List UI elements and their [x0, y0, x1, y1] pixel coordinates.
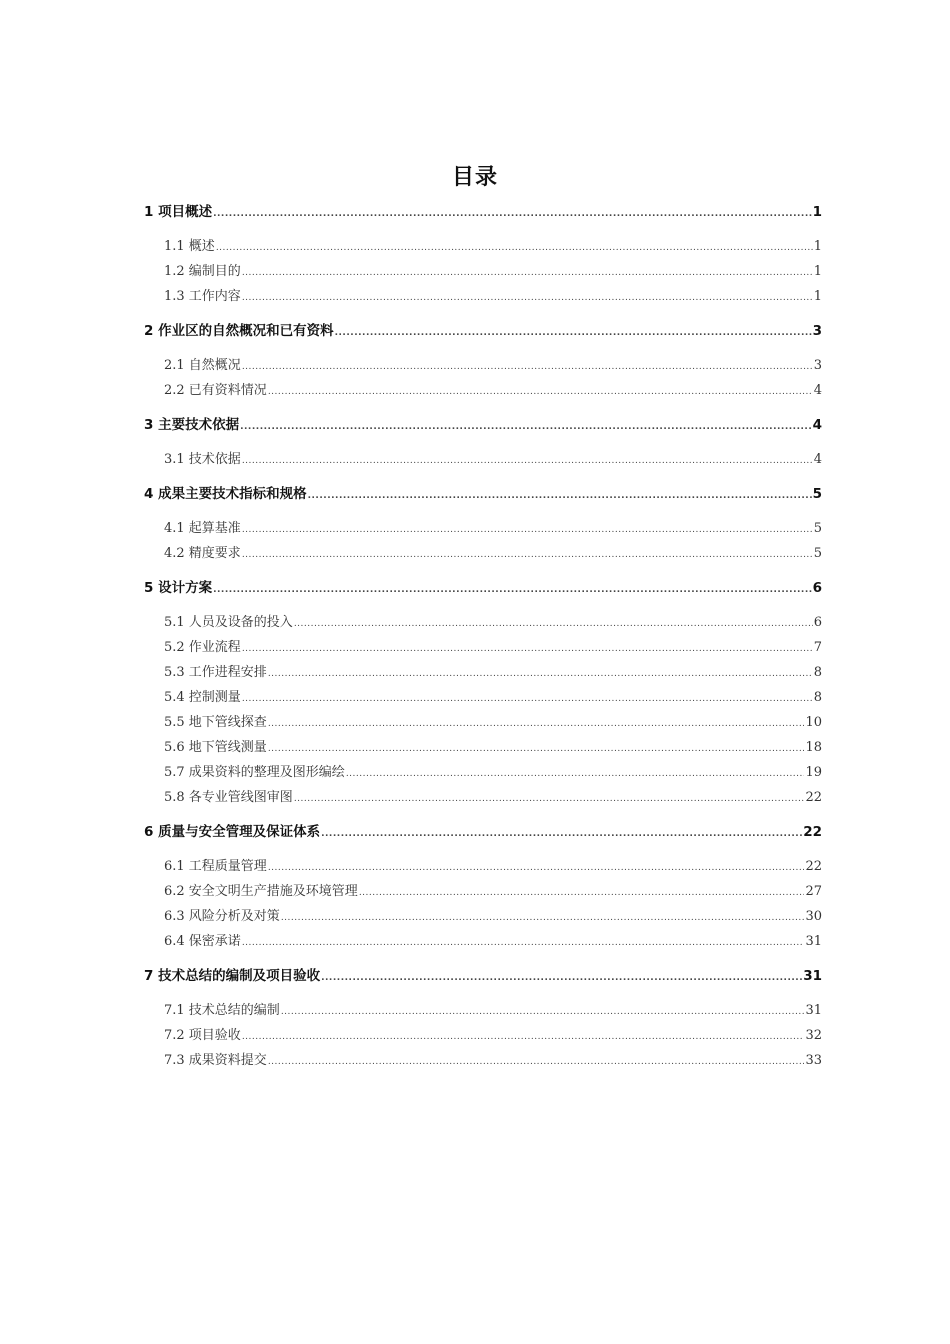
toc-entry-label: 5.2 作业流程	[164, 640, 241, 655]
toc-entry-label: 5.8 各专业管线图审图	[164, 790, 293, 805]
toc-entry-label: 4 成果主要技术指标和规格	[144, 486, 307, 502]
toc-dot-leader	[242, 286, 813, 311]
toc-section-entry[interactable]	[144, 685, 822, 710]
toc-entry-label: 7.3 成果资料提交	[164, 1053, 267, 1068]
toc-section-entry[interactable]	[144, 378, 822, 403]
toc-page-number: 5	[812, 486, 822, 502]
toc-entry-label: 1.3 工作内容	[164, 289, 241, 304]
toc-dot-leader	[268, 380, 813, 405]
toc-dot-leader	[268, 662, 813, 687]
toc-section-entry[interactable]	[144, 284, 822, 309]
toc-page-number: 3	[813, 358, 822, 373]
toc-entry-label: 6.1 工程质量管理	[164, 859, 267, 874]
toc-entry-label: 2 作业区的自然概况和已有资料	[144, 323, 334, 339]
toc-section-entry[interactable]	[144, 735, 822, 760]
toc-section-entry[interactable]	[144, 1048, 822, 1073]
toc-page-number: 22	[805, 859, 822, 874]
toc-dot-leader	[242, 355, 813, 380]
toc-entry-label: 6.2 安全文明生产措施及环境管理	[164, 884, 358, 899]
toc-entry-label: 1.2 编制目的	[164, 264, 241, 279]
toc-dot-leader	[240, 415, 812, 439]
toc-entry-label: 1.1 概述	[164, 239, 215, 254]
toc-dot-leader	[294, 612, 813, 637]
toc-page-number: 19	[805, 765, 822, 780]
toc-page-number: 6	[812, 580, 822, 596]
toc-entry-label: 6.4 保密承诺	[164, 934, 241, 949]
toc-page-number: 1	[813, 239, 822, 254]
toc-dot-leader	[308, 484, 812, 508]
toc-page-number: 7	[813, 640, 822, 655]
toc-entry-label: 7 技术总结的编制及项目验收	[144, 968, 321, 984]
toc-page-number: 6	[813, 615, 822, 630]
toc-dot-leader	[321, 822, 802, 846]
toc-entry-label: 7.1 技术总结的编制	[164, 1003, 280, 1018]
toc-dot-leader	[281, 1000, 805, 1025]
toc-page-number: 8	[813, 690, 822, 705]
toc-dot-leader	[242, 637, 813, 662]
toc-section-entry[interactable]	[144, 854, 822, 879]
toc-entry-label: 5.6 地下管线测量	[164, 740, 267, 755]
toc-dot-leader	[335, 321, 812, 345]
toc-page-number: 22	[803, 824, 822, 840]
toc-page-number: 4	[813, 383, 822, 398]
toc-dot-leader	[359, 881, 805, 906]
toc-dot-leader	[242, 543, 813, 568]
toc-entry-label: 5.7 成果资料的整理及图形编绘	[164, 765, 345, 780]
toc-page-number: 1	[812, 204, 822, 220]
toc-section-entry[interactable]	[144, 610, 822, 635]
page-title: 目录	[451, 165, 498, 190]
toc-entry-label: 2.1 自然概况	[164, 358, 241, 373]
toc-entry-label: 3 主要技术依据	[144, 417, 240, 433]
toc-dot-leader	[294, 787, 805, 812]
toc-entry-label: 4.1 起算基准	[164, 521, 241, 536]
toc-dot-leader	[242, 449, 813, 474]
toc-entry-label: 2.2 已有资料情况	[164, 383, 267, 398]
toc-section-entry[interactable]	[144, 660, 822, 685]
toc-dot-leader	[268, 737, 805, 762]
toc-entry-label: 5.1 人员及设备的投入	[164, 615, 293, 630]
toc-entry-label: 4.2 精度要求	[164, 546, 241, 561]
toc-entry-label: 1 项目概述	[144, 204, 213, 220]
toc-page-number: 32	[805, 1028, 822, 1043]
toc-dot-leader	[242, 687, 813, 712]
toc-dot-leader	[213, 578, 812, 602]
toc-section-entry[interactable]	[144, 541, 822, 566]
toc-page-number: 30	[805, 909, 822, 924]
toc-section-entry[interactable]	[144, 929, 822, 954]
toc-page-number: 27	[805, 884, 822, 899]
toc-chapter-entry[interactable]	[144, 482, 822, 506]
toc-dot-leader	[268, 1050, 805, 1075]
toc-chapter-entry[interactable]	[144, 576, 822, 600]
toc-chapter-entry[interactable]	[144, 319, 822, 343]
toc-section-entry[interactable]	[144, 1023, 822, 1048]
toc-entry-label: 5.3 工作进程安排	[164, 665, 267, 680]
toc-section-entry[interactable]	[144, 353, 822, 378]
toc-section-entry[interactable]	[144, 635, 822, 660]
toc-section-entry[interactable]	[144, 710, 822, 735]
toc-section-entry[interactable]	[144, 259, 822, 284]
toc-entry-label: 3.1 技术依据	[164, 452, 241, 467]
toc-entry-label: 5.5 地下管线探查	[164, 715, 267, 730]
toc-dot-leader	[242, 518, 813, 543]
toc-dot-leader	[281, 906, 805, 931]
toc-page-number: 1	[813, 264, 822, 279]
toc-dot-leader	[242, 1025, 805, 1050]
toc-section-entry[interactable]	[144, 234, 822, 259]
toc-section-entry[interactable]	[144, 785, 822, 810]
toc-dot-leader	[321, 966, 802, 990]
toc-entry-label: 6 质量与安全管理及保证体系	[144, 824, 321, 840]
toc-dot-leader	[346, 762, 805, 787]
table-of-contents	[144, 200, 822, 1073]
toc-chapter-entry[interactable]	[144, 820, 822, 844]
toc-page-number: 8	[813, 665, 822, 680]
toc-page-number: 33	[805, 1053, 822, 1068]
toc-chapter-entry[interactable]	[144, 964, 822, 988]
toc-section-entry[interactable]	[144, 904, 822, 929]
toc-chapter-entry[interactable]	[144, 413, 822, 437]
toc-page-number: 5	[813, 521, 822, 536]
toc-dot-leader	[242, 931, 805, 956]
toc-entry-label: 6.3 风险分析及对策	[164, 909, 280, 924]
toc-dot-leader	[242, 261, 813, 286]
toc-dot-leader	[216, 236, 813, 261]
toc-section-entry[interactable]	[144, 516, 822, 541]
toc-page-number: 4	[813, 452, 822, 467]
toc-page-number: 18	[805, 740, 822, 755]
toc-page-number: 22	[805, 790, 822, 805]
toc-dot-leader	[268, 856, 805, 881]
toc-dot-leader	[213, 202, 812, 226]
toc-section-entry[interactable]	[144, 998, 822, 1023]
toc-page-number: 10	[805, 715, 822, 730]
toc-page-number: 31	[803, 968, 822, 984]
toc-entry-label: 5 设计方案	[144, 580, 213, 596]
toc-section-entry[interactable]	[144, 447, 822, 472]
toc-page-number: 31	[805, 934, 822, 949]
toc-page-number: 4	[812, 417, 822, 433]
toc-entry-label: 7.2 项目验收	[164, 1028, 241, 1043]
toc-page-number: 1	[813, 289, 822, 304]
toc-page-number: 3	[812, 323, 822, 339]
toc-page-number: 5	[813, 546, 822, 561]
toc-section-entry[interactable]	[144, 760, 822, 785]
toc-dot-leader	[268, 712, 805, 737]
toc-chapter-entry[interactable]	[144, 200, 822, 224]
toc-section-entry[interactable]	[144, 879, 822, 904]
toc-entry-label: 5.4 控制测量	[164, 690, 241, 705]
toc-page-number: 31	[805, 1003, 822, 1018]
